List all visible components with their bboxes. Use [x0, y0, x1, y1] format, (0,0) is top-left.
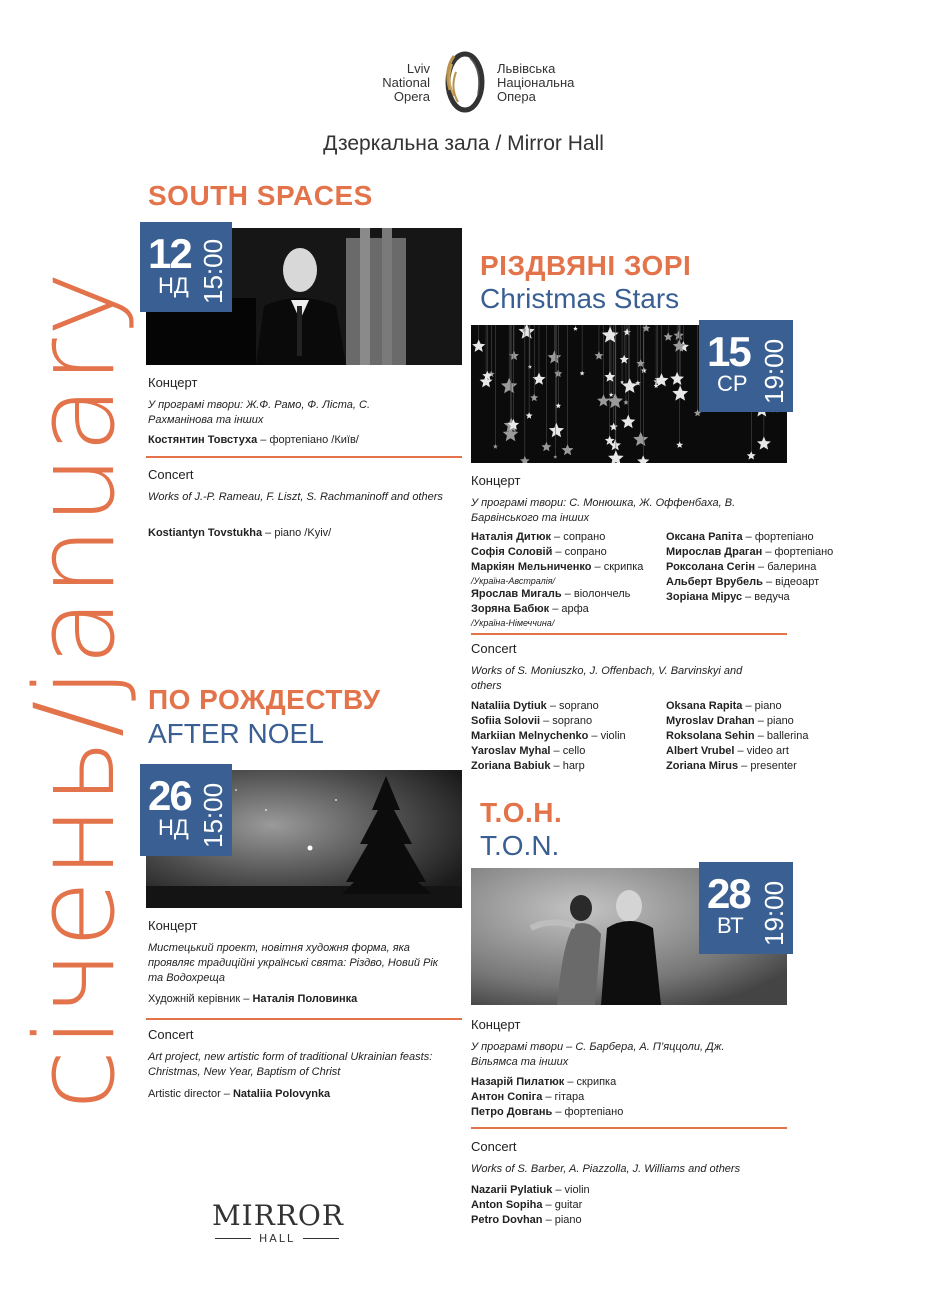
performer-role: – soprano — [540, 715, 593, 727]
performer — [471, 560, 666, 575]
performer — [666, 699, 866, 714]
performer-name: Myroslav Drahan — [666, 715, 755, 727]
performer-name: Мирослав Драган — [666, 546, 763, 558]
date-day: 28 — [707, 870, 750, 917]
performer-name: Петро Довгань — [471, 1106, 553, 1118]
performer-name: Anton Sopiha — [471, 1199, 543, 1211]
performer — [666, 560, 866, 575]
program-text: У програмі твори – С. Барбера, А. П’яццоли, Дж. Вільямса та інших — [471, 1041, 725, 1068]
performer-role: – violin — [588, 730, 626, 742]
date-box — [699, 320, 793, 412]
performer — [471, 729, 666, 744]
date-box — [140, 764, 232, 856]
program-text: Works of S. Barber, A. Piazzolla, J. Williams and others — [471, 1163, 741, 1175]
logo-text-ua — [497, 62, 617, 104]
program-text: Works of S. Moniuszko, J. Offenbach, V. Barvinskyi and others — [471, 665, 743, 692]
logo-line: HALL — [258, 1232, 296, 1245]
performer-role: – фортепіано — [552, 1106, 624, 1118]
performer — [666, 545, 866, 560]
performer — [666, 759, 866, 774]
performer-name: Roksolana Sehin — [666, 730, 755, 742]
performer-role: – фортепіано — [742, 531, 814, 543]
mirror-hall-logo — [212, 1200, 342, 1245]
performer — [471, 1075, 623, 1090]
logo-rule — [303, 1238, 339, 1239]
performer-role: – сопрано — [552, 546, 607, 558]
performer-role: – ballerina — [754, 730, 809, 742]
performer-role: – piano — [754, 715, 794, 727]
date-day: 12 — [148, 230, 191, 277]
date-time: 15:00 — [198, 782, 228, 848]
performer-role: – віолончель — [561, 588, 631, 600]
date-weekday: ВТ — [717, 913, 744, 938]
performer-list — [471, 1075, 623, 1120]
performer-note: /Україна-Австралія/ — [471, 576, 556, 586]
performer-name: Zoriana Mirus — [666, 760, 739, 772]
performer-role: Художній керівник – — [148, 993, 253, 1005]
performer-list — [471, 1183, 590, 1228]
event-title: РІЗДВЯНІ ЗОРІ — [480, 250, 692, 281]
logo-line: Opera — [393, 89, 430, 104]
performer-name: Yaroslav Myhal — [471, 745, 551, 757]
date-box — [699, 862, 793, 954]
performer — [666, 590, 866, 605]
section-label: Concert — [471, 1139, 517, 1154]
performer-role: – guitar — [542, 1199, 583, 1211]
performer — [471, 759, 666, 774]
performer-name: Kostiantyn Tovstukha — [148, 527, 263, 539]
performer-role: – piano /Kyiv/ — [262, 527, 332, 539]
performer-name: Oksana Rapita — [666, 700, 743, 712]
performer — [471, 1213, 590, 1228]
divider — [146, 456, 462, 458]
date-day: 26 — [148, 772, 191, 819]
performer-name: Nazarii Pylatiuk — [471, 1184, 553, 1196]
date-day: 15 — [707, 328, 750, 375]
performer-role: – piano — [542, 1214, 582, 1226]
performer — [471, 1090, 623, 1105]
performer — [471, 530, 666, 545]
performer — [471, 699, 666, 714]
performer-note: /Україна-Німеччина/ — [471, 618, 555, 628]
performer-role: – violin — [552, 1184, 590, 1196]
performer-list — [471, 699, 666, 774]
performer-role: – harp — [550, 760, 585, 772]
performer-role: – балерина — [754, 561, 817, 573]
performer-name: Назарій Пилатюк — [471, 1076, 565, 1088]
divider — [471, 633, 787, 635]
logo-line: Lviv — [406, 61, 430, 76]
performer — [666, 530, 866, 545]
event-subtitle: Christmas Stars — [480, 283, 680, 314]
performer — [471, 602, 666, 617]
performer — [471, 714, 666, 729]
section-label: Concert — [148, 1027, 194, 1042]
date-box — [140, 222, 232, 312]
performer-role: – скрипка — [591, 561, 644, 573]
section-label: Концерт — [471, 1017, 521, 1032]
performer-role: – video art — [734, 745, 789, 757]
date-time: 19:00 — [759, 880, 789, 946]
performer-role: – сопрано — [550, 531, 606, 543]
month-vertical-text: січень/january — [11, 269, 139, 1110]
performer-role: – soprano — [546, 700, 599, 712]
performer — [148, 1087, 330, 1102]
performer-role: – відеоарт — [762, 576, 820, 588]
performer — [471, 1105, 623, 1120]
performer-name: Антон Сопіга — [471, 1091, 543, 1103]
performer-name: Зоріана Мірус — [666, 591, 743, 603]
performer-role: – piano — [742, 700, 782, 712]
program-text: Мистецький проект, новітня художня форма, яка проявляє традиційні українські свята: Різдво, Новий Рік та Водохреща — [148, 942, 438, 984]
performer-role: – фортепіано — [762, 546, 834, 558]
event-title: ПО РОЖДЕСТВУ — [148, 684, 381, 715]
performer-name: Софія Соловій — [471, 546, 553, 558]
date-time: 15:00 — [198, 238, 228, 304]
section-label: Концерт — [148, 918, 198, 933]
logo-subline — [212, 1232, 342, 1245]
performer-role: – фортепіано /Київ/ — [257, 434, 359, 446]
performer — [471, 1198, 590, 1213]
section-label: Concert — [148, 467, 194, 482]
event-subtitle: AFTER NOEL — [148, 718, 324, 749]
performer-name: Роксолана Сегін — [666, 561, 755, 573]
date-weekday: НД — [158, 273, 189, 298]
performer-name: Ярослав Мигаль — [471, 588, 562, 600]
performer — [471, 545, 666, 560]
performer-name: Наталія Половинка — [252, 993, 358, 1005]
logo-line: Національна — [497, 75, 575, 90]
performer — [148, 526, 331, 541]
performer-name: Альберт Врубель — [666, 576, 763, 588]
performer-name: Костянтин Товстуха — [148, 434, 258, 446]
hall-title: Дзеркальна зала / Mirror Hall — [323, 132, 604, 155]
performer-name: Zoriana Babiuk — [471, 760, 551, 772]
event-title: Т.О.Н. — [480, 797, 563, 828]
section-label: Concert — [471, 641, 517, 656]
performer — [148, 433, 359, 448]
performer-name: Markiian Melnychenko — [471, 730, 589, 742]
program-text: Works of J.-P. Rameau, F. Liszt, S. Rachmaninoff and others — [148, 491, 443, 503]
logo-rule — [215, 1238, 251, 1239]
divider — [471, 1127, 787, 1129]
date-weekday: НД — [158, 815, 189, 840]
divider — [146, 1018, 462, 1020]
performer-role: – арфа — [549, 603, 589, 615]
performer-name: Sofiia Solovii — [471, 715, 541, 727]
performer-name: Albert Vrubel — [666, 745, 735, 757]
performer-name: Оксана Рапіта — [666, 531, 743, 543]
program-text: Art project, new artistic form of traditional Ukrainian feasts: Christmas, New Year, Baptism of Christ — [148, 1051, 433, 1078]
performer-list — [471, 530, 666, 629]
opera-logo-icon — [436, 50, 494, 114]
performer-name: Nataliia Dytiuk — [471, 700, 547, 712]
performer-role: Artistic director – — [148, 1088, 233, 1100]
logo-line: National — [382, 75, 430, 90]
performer — [666, 714, 866, 729]
logo-text-en — [352, 62, 430, 104]
performer-role: – cello — [550, 745, 586, 757]
performer-name: Маркіян Мельниченко — [471, 561, 592, 573]
section-label: Концерт — [148, 375, 198, 390]
performer-name: Petro Dovhan — [471, 1214, 543, 1226]
performer — [471, 587, 666, 602]
performer-role: – ведуча — [742, 591, 790, 603]
date-time: 19:00 — [759, 338, 789, 404]
logo-line: MIRROR — [212, 1199, 344, 1232]
performer-name: Nataliia Polovynka — [232, 1088, 331, 1100]
date-weekday: СР — [717, 371, 748, 396]
performer — [148, 992, 357, 1007]
performer — [666, 729, 866, 744]
performer — [471, 744, 666, 759]
performer-list — [666, 699, 866, 774]
performer — [471, 1183, 590, 1198]
program-text: У програмі твори: Ж.Ф. Рамо, Ф. Ліста, С. Рахманінова та інших — [148, 399, 371, 426]
logo-line: Опера — [497, 89, 536, 104]
event-title: SOUTH SPACES — [148, 180, 373, 211]
logo-line: Львівська — [497, 61, 556, 76]
section-label: Концерт — [471, 473, 521, 488]
performer-name: Зоряна Бабюк — [471, 603, 550, 615]
performer-name: Наталія Дитюк — [471, 531, 551, 543]
performer-role: – скрипка — [564, 1076, 617, 1088]
performer-list — [666, 530, 866, 605]
performer — [666, 744, 866, 759]
program-text: У програмі твори: С. Монюшка, Ж. Оффенбаха, В. Барвінського та інших — [471, 497, 736, 524]
performer-role: – presenter — [738, 760, 797, 772]
performer-role: – гітара — [542, 1091, 585, 1103]
performer — [666, 575, 866, 590]
event-subtitle: T.O.N. — [480, 830, 560, 861]
